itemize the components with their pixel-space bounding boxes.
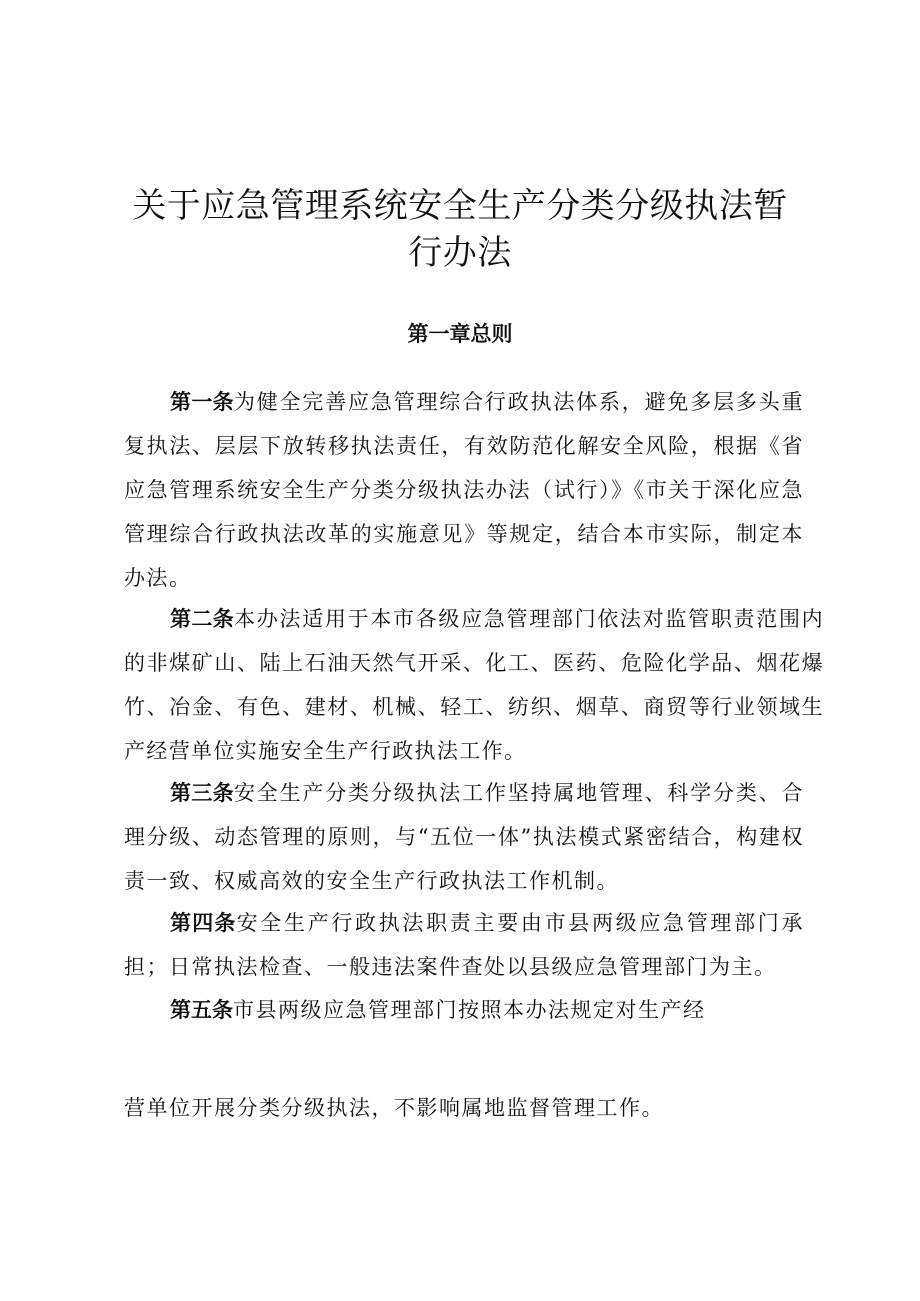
article-4 [124,901,804,989]
article-2 [124,597,824,773]
article-label: 第三条 [170,781,234,805]
article-text: 本办法适用于本市各级应急管理部门依法对监管职责范围内的非煤矿山、陆上石油天然气开采、化工、医药、危险化学品、烟花爆竹、冶金、有色、建材、机械、轻工、纺织、烟草、商贸等行业领域生产经营单位实施安全生产行政执法工作。 [124,607,824,763]
article-text: 安全生产分类分级执法工作坚持属地管理、科学分类、合理分级、动态管理的原则，与“五位一体”执法模式紧密结合，构建权责一致、权威高效的安全生产行政执法工作机制。 [124,781,805,893]
article-text: 市县两级应急管理部门按照本办法规定对生产经 [233,998,706,1022]
article-1 [124,380,804,600]
article-label: 第四条 [170,911,237,935]
article-text: 安全生产行政执法职责主要由市县两级应急管理部门承担；日常执法检查、一般违法案件查处以县级应急管理部门为主。 [124,911,804,979]
document-title: 关于应急管理系统安全生产分类分级执法暂行办法 [132,185,788,273]
article-text: 为健全完善应急管理综合行政执法体系，避免多层多头重复执法、层层下放转移执法责任，有效防范化解安全风险，根据《省应急管理系统安全生产分类分级执法办法（试行）》《市关于深化应急管理综合行政执法改革的实施意见》等规定，结合本市实际，制定本办法。 [124,390,805,590]
article-3 [124,771,804,903]
article-5 [124,988,804,1032]
article-label: 第五条 [170,998,233,1022]
chapter-heading: 第一章总则 [407,322,513,347]
continuation-text: 营单位开展分类分级执法，不影响属地监督管理工作。 [124,1096,664,1120]
article-label: 第一条 [170,390,234,414]
article-label: 第二条 [170,607,235,631]
